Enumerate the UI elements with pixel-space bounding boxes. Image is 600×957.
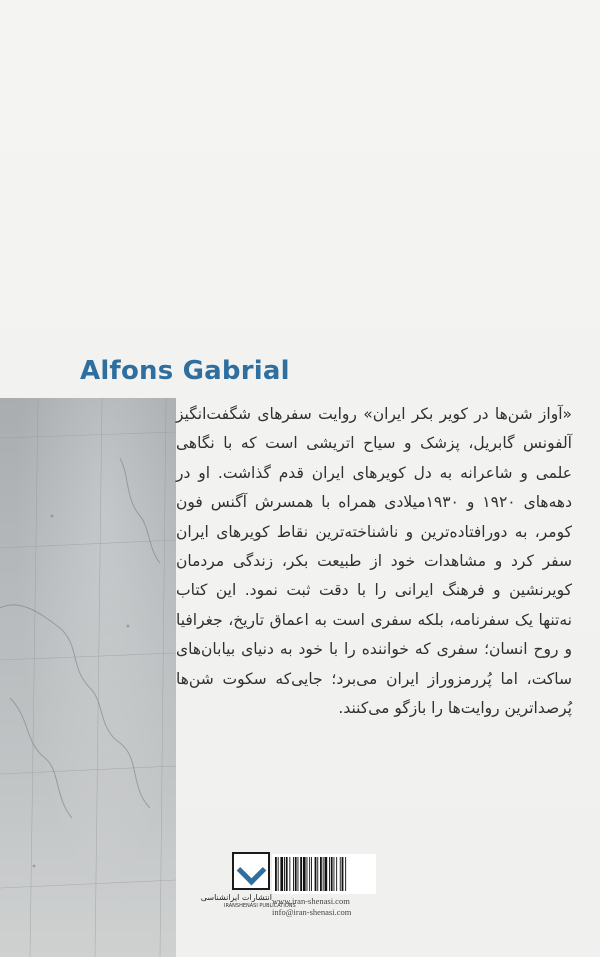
publisher-name-fa: انتشارات ایرانشناسی [200, 893, 272, 902]
publisher-name-en: IRANSHENASI PUBLICATIONS [224, 903, 296, 909]
email-link[interactable]: info@iran-shenasi.com [272, 907, 352, 917]
contact-info [272, 896, 382, 918]
map-background [0, 398, 176, 957]
map-lines [0, 398, 176, 957]
checkmark-square-icon [232, 852, 270, 890]
book-description: «آواز شن‌ها در کویر بکر ایران» روایت سفرهای شگفت‌انگیز آلفونس گابریل، پزشک و سیاح اتریشی است که با نگاهی علمی و شاعرانه به دل کویرهای ایران قدم گذاشت. او در دهه‌های ۱۹۲۰ و ۱۹۳۰میلادی همراه با همسرش آگنس فون کومر، به دورافتاده‌ترین و ناشناخته‌ترین نقاط کویرهای ایران سفر کرد و مشاهدات خود از طبیعت بکر، زندگی مردمان کویرنشین و فرهنگ ایرانی را با دقت ثبت نمود. این کتاب نه‌تنها یک سفرنامه، بلکه سفری است به اعماق تاریخ، جغرافیا و روح انسان؛ سفری که خواننده را با خود به دنیای بیابان‌های ساکت، اما پُررمزوراز ایران می‌برد؛ جایی‌که سکوت شن‌ها پُرصداترین روایت‌ها را بازگو می‌کنند. [176, 405, 572, 718]
barcode-icon [272, 854, 376, 894]
website-link[interactable]: www.iran-shenasi.com [272, 896, 350, 906]
author-name: Alfons Gabrial [80, 356, 290, 386]
publisher-logo-block [200, 852, 296, 926]
